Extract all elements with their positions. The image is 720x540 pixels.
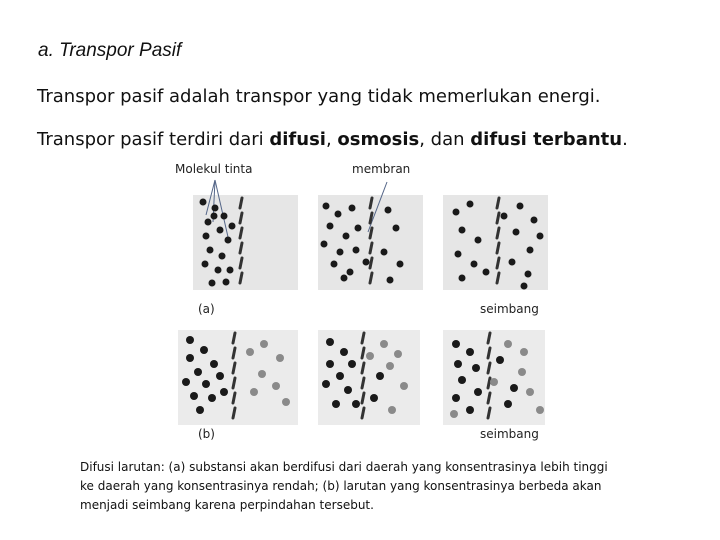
ink-molecule [466, 406, 474, 414]
membrane-segment [233, 408, 235, 418]
ink-molecule [352, 400, 360, 408]
label-molecules: Molekul tinta [175, 162, 253, 176]
ink-molecule [353, 247, 360, 254]
ink-molecule [471, 261, 478, 268]
membrane-segment [497, 273, 499, 283]
membrane-segment [497, 198, 499, 208]
ink-molecule [510, 384, 518, 392]
membrane-segment [497, 243, 499, 253]
membrane-segment [497, 213, 499, 223]
ink-molecule [186, 354, 194, 362]
term-difusi: difusi [269, 129, 326, 150]
membrane-segment [362, 363, 364, 373]
ink-molecule [208, 394, 216, 402]
ink-molecule [387, 277, 394, 284]
water-molecule [246, 348, 254, 356]
ink-molecule [200, 199, 207, 206]
membrane-segment [488, 378, 490, 388]
ink-molecule [527, 247, 534, 254]
types-sep-2: , dan [419, 129, 471, 150]
membrane-segment [233, 363, 235, 373]
ink-molecule [326, 360, 334, 368]
membrane-segment [370, 198, 372, 208]
ink-molecule [327, 223, 334, 230]
ink-molecule [475, 237, 482, 244]
membrane-segment [362, 378, 364, 388]
row-b-label: (b) [198, 427, 215, 441]
row-b-end-label: seimbang [480, 427, 539, 441]
ink-molecule [459, 275, 466, 282]
membrane-segment [370, 213, 372, 223]
water-molecule [380, 340, 388, 348]
water-molecule [518, 368, 526, 376]
ink-molecule [212, 205, 219, 212]
ink-molecule [220, 388, 228, 396]
ink-molecule [332, 400, 340, 408]
ink-molecule [182, 378, 190, 386]
membrane-segment [488, 393, 490, 403]
ink-molecule [397, 261, 404, 268]
ink-molecule [453, 209, 460, 216]
ink-molecule [340, 348, 348, 356]
ink-molecule [363, 259, 370, 266]
ink-molecule [194, 368, 202, 376]
ink-molecule [517, 203, 524, 210]
membrane-segment [370, 243, 372, 253]
water-molecule [258, 370, 266, 378]
label-membrane: membran [352, 162, 411, 176]
panel-b1 [178, 330, 298, 425]
section-heading: a. Transpor Pasif [38, 40, 182, 61]
ink-molecule [200, 346, 208, 354]
water-molecule [526, 388, 534, 396]
ink-molecule [215, 267, 222, 274]
membrane-segment [488, 408, 490, 418]
water-molecule [536, 406, 544, 414]
membrane-segment [488, 363, 490, 373]
ink-molecule [472, 364, 480, 372]
ink-molecule [501, 213, 508, 220]
ink-molecule [349, 205, 356, 212]
ink-molecule [326, 338, 334, 346]
ink-molecule [355, 225, 362, 232]
ink-molecule [483, 269, 490, 276]
ink-molecule [229, 223, 236, 230]
term-osmosis: osmosis [337, 129, 420, 150]
membrane-segment [240, 243, 242, 253]
ink-molecule [322, 380, 330, 388]
membrane-segment [488, 348, 490, 358]
ink-molecule [474, 388, 482, 396]
ink-molecule [205, 219, 212, 226]
ink-molecule [455, 251, 462, 258]
ink-molecule [186, 336, 194, 344]
ink-molecule [207, 247, 214, 254]
ink-molecule [385, 207, 392, 214]
ink-molecule [509, 259, 516, 266]
membrane-segment [233, 348, 235, 358]
water-molecule [450, 410, 458, 418]
ink-molecule [393, 225, 400, 232]
ink-molecule [381, 249, 388, 256]
water-molecule [272, 382, 280, 390]
term-difusi-terbantu: difusi terbantu [470, 129, 623, 150]
ink-molecule [348, 360, 356, 368]
ink-molecule [221, 213, 228, 220]
ink-molecule [227, 267, 234, 274]
ink-molecule [223, 279, 230, 286]
ink-molecule [376, 372, 384, 380]
water-molecule [276, 354, 284, 362]
ink-molecule [341, 275, 348, 282]
types-suffix: . [622, 129, 628, 150]
panel-a3 [443, 195, 548, 290]
water-molecule [388, 406, 396, 414]
ink-molecule [513, 229, 520, 236]
ink-molecule [219, 253, 226, 260]
water-molecule [260, 340, 268, 348]
water-molecule [386, 362, 394, 370]
water-molecule [400, 382, 408, 390]
ink-molecule [216, 372, 224, 380]
ink-molecule [337, 249, 344, 256]
ink-molecule [344, 386, 352, 394]
membrane-segment [370, 273, 372, 283]
types-sep-1: , [325, 129, 338, 150]
membrane-segment [362, 408, 364, 418]
ink-molecule [452, 394, 460, 402]
ink-molecule [537, 233, 544, 240]
types-prefix: Transpor pasif terdiri dari [37, 129, 270, 150]
ink-molecule [202, 261, 209, 268]
ink-molecule [521, 283, 528, 290]
ink-molecule [336, 372, 344, 380]
membrane-segment [240, 258, 242, 268]
membrane-segment [362, 333, 364, 343]
ink-molecule [202, 380, 210, 388]
membrane-segment [497, 258, 499, 268]
water-molecule [520, 348, 528, 356]
ink-molecule [321, 241, 328, 248]
membrane-segment [233, 378, 235, 388]
membrane-segment [233, 393, 235, 403]
ink-molecule [335, 211, 342, 218]
membrane-segment [370, 228, 372, 238]
water-molecule [504, 340, 512, 348]
membrane-segment [370, 258, 372, 268]
definition-text: Transpor pasif adalah transpor yang tidak memerlukan energi. [37, 86, 601, 107]
membrane-segment [497, 228, 499, 238]
ink-molecule [496, 356, 504, 364]
membrane-segment [233, 333, 235, 343]
ink-molecule [531, 217, 538, 224]
ink-molecule [347, 269, 354, 276]
water-molecule [282, 398, 290, 406]
ink-molecule [209, 280, 216, 287]
ink-molecule [452, 340, 460, 348]
ink-molecule [217, 227, 224, 234]
ink-molecule [225, 237, 232, 244]
ink-molecule [196, 406, 204, 414]
ink-molecule [323, 203, 330, 210]
figure-caption: Difusi larutan: (a) substansi akan berdifusi dari daerah yang konsentrasinya lebih tinggi ke daerah yang konsentrasinya rendah; (b) larutan yang konsentrasinya berbeda akan menjadi seimbang karena perpindahan tersebut. [80, 460, 608, 512]
row-a-label: (a) [198, 302, 215, 316]
ink-molecule [458, 376, 466, 384]
ink-molecule [525, 271, 532, 278]
membrane-segment [240, 198, 242, 208]
ink-molecule [343, 233, 350, 240]
ink-molecule [211, 213, 218, 220]
water-molecule [490, 378, 498, 386]
membrane-segment [488, 333, 490, 343]
membrane-segment [362, 348, 364, 358]
ink-molecule [190, 392, 198, 400]
membrane-segment [362, 393, 364, 403]
ink-molecule [459, 227, 466, 234]
water-molecule [394, 350, 402, 358]
ink-molecule [331, 261, 338, 268]
membrane-segment [240, 273, 242, 283]
water-molecule [366, 352, 374, 360]
ink-molecule [467, 201, 474, 208]
water-molecule [250, 388, 258, 396]
row-a-end-label: seimbang [480, 302, 539, 316]
ink-molecule [504, 400, 512, 408]
ink-molecule [370, 394, 378, 402]
membrane-segment [240, 213, 242, 223]
ink-molecule [210, 360, 218, 368]
membrane-segment [240, 228, 242, 238]
ink-molecule [203, 233, 210, 240]
ink-molecule [466, 348, 474, 356]
panel-a1 [193, 195, 298, 290]
ink-molecule [454, 360, 462, 368]
